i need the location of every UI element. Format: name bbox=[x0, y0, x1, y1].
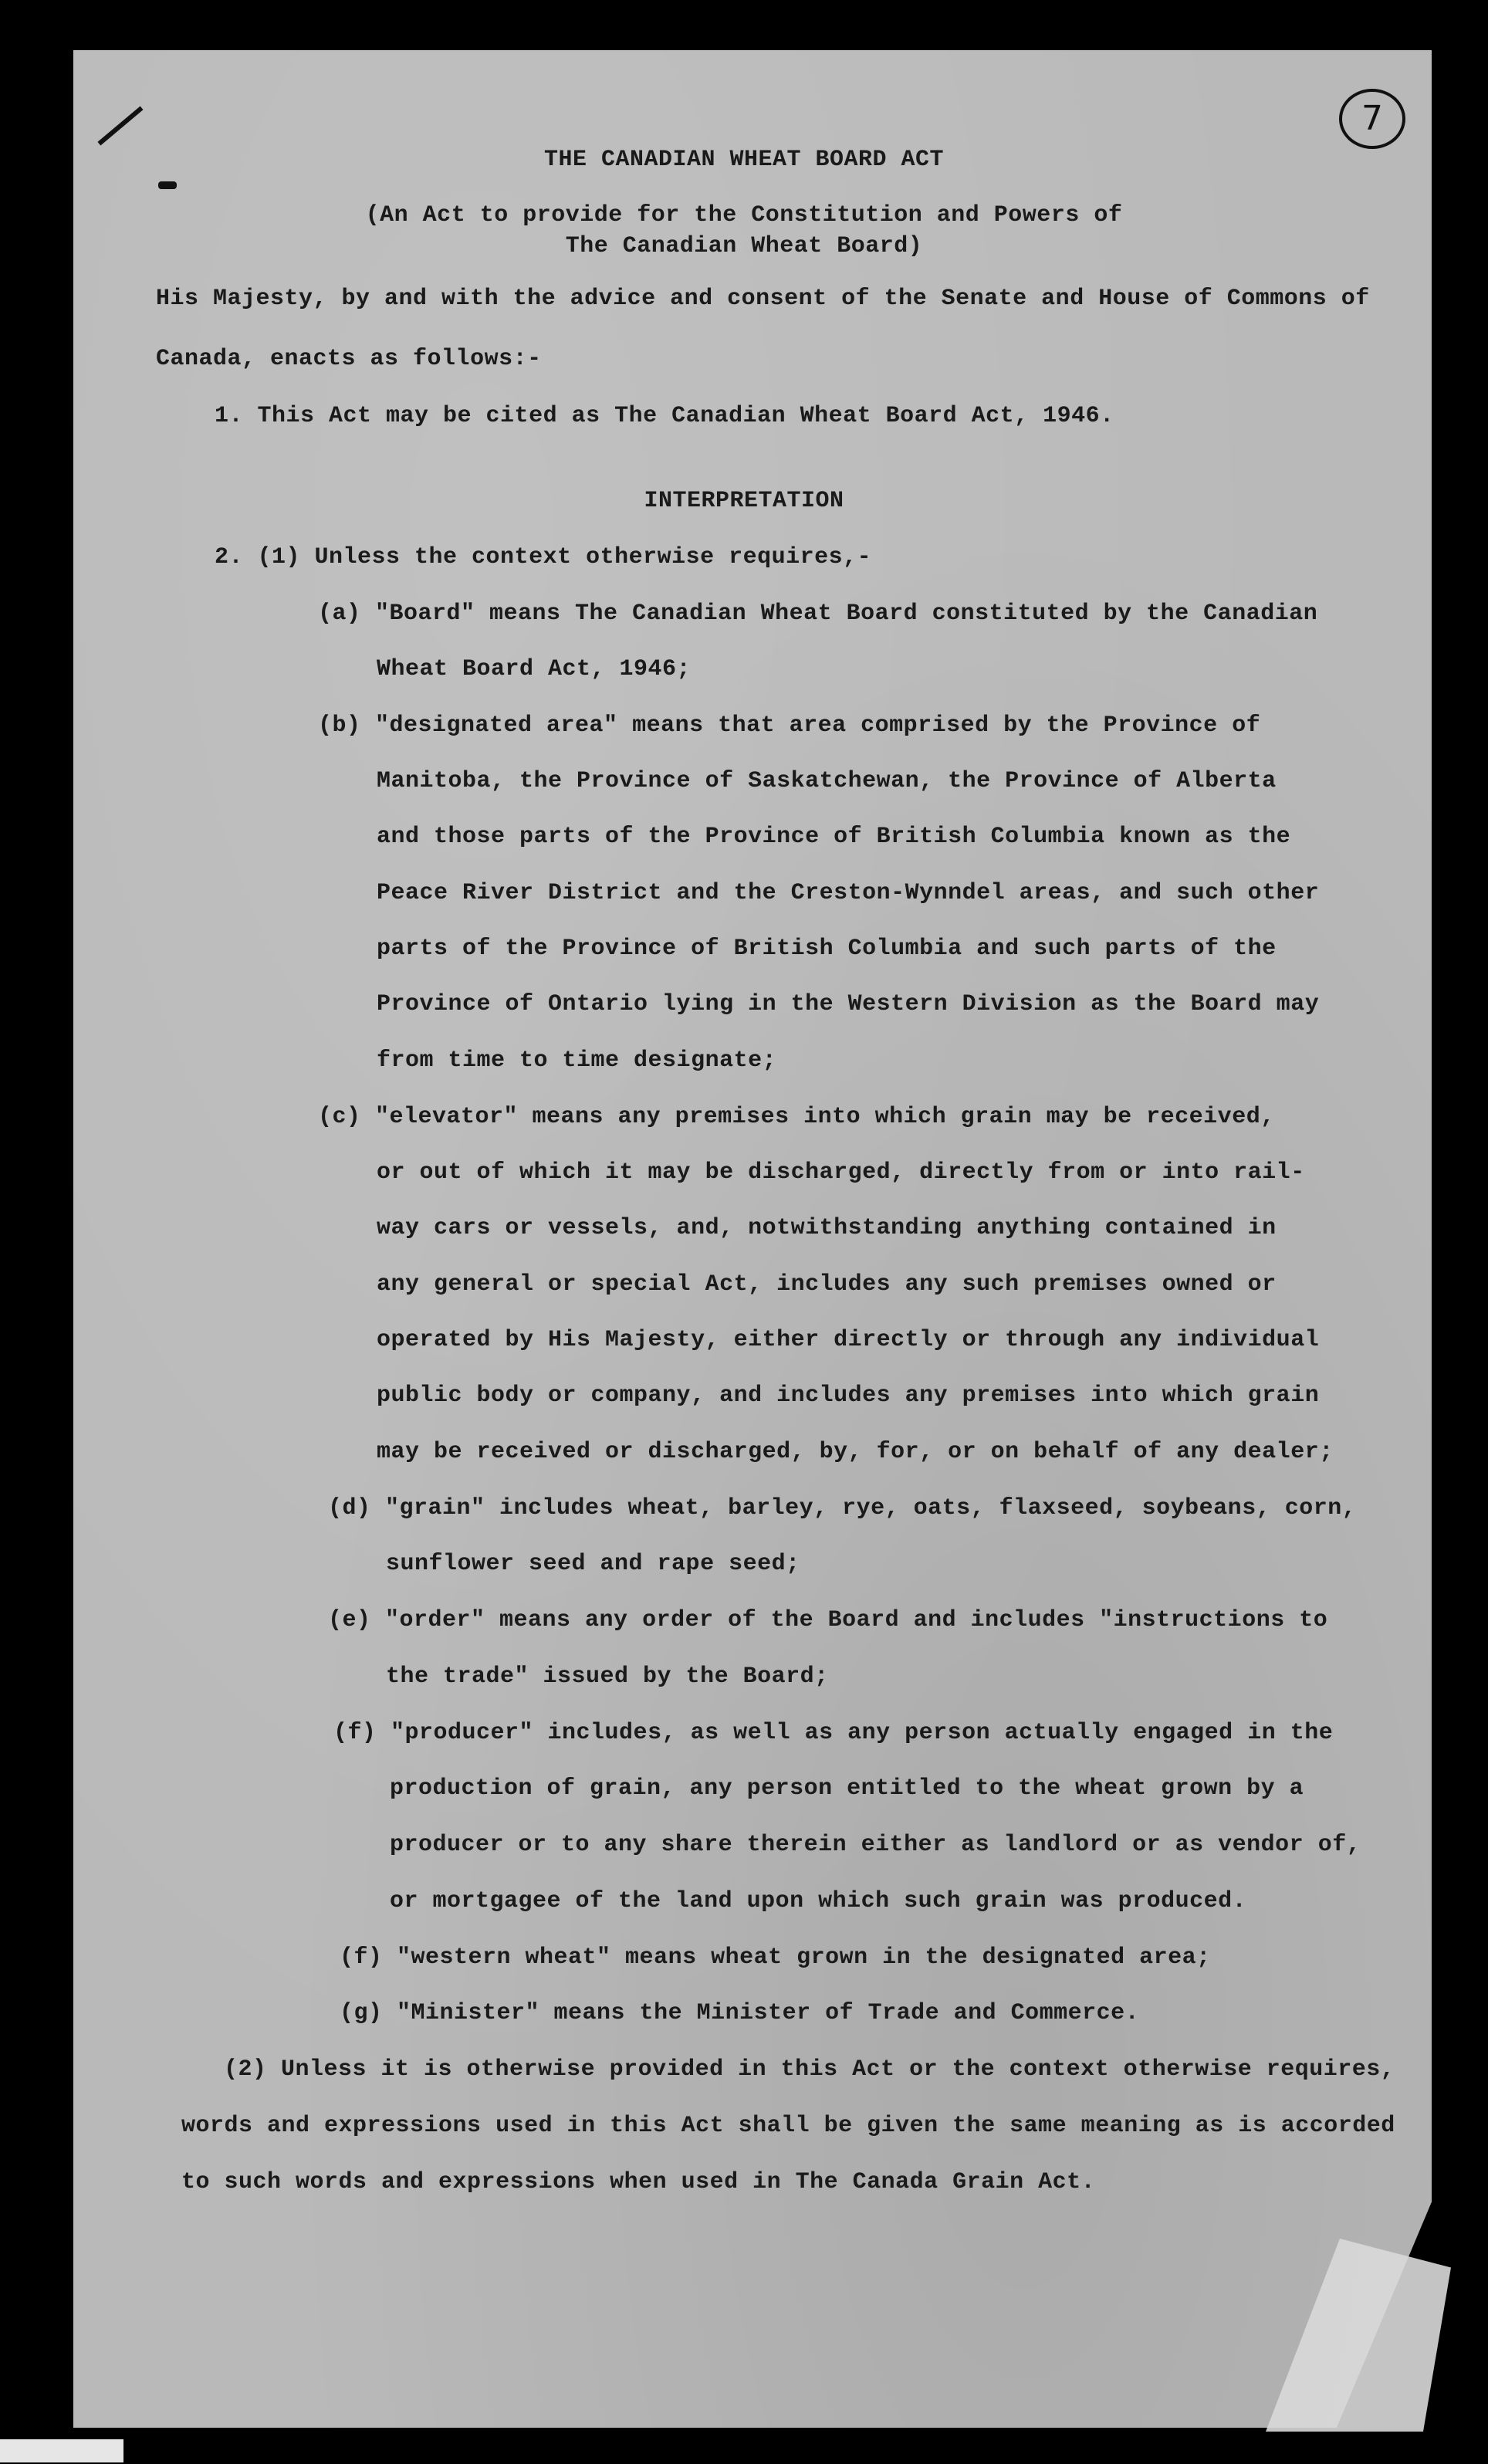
definition-f-line-1: (f) "producer" includes, as well as any person actually engaged in the bbox=[333, 1720, 1334, 1746]
definition-c-line-4: any general or special Act, includes any such premises owned or bbox=[377, 1271, 1277, 1298]
enacting-clause-line-2: Canada, enacts as follows:- bbox=[156, 346, 542, 372]
subsection-2-line-2: words and expressions used in this Act shall be given the same meaning as is accorded bbox=[181, 2113, 1395, 2139]
definition-b-line-6: Province of Ontario lying in the Western Division as the Board may bbox=[377, 991, 1320, 1017]
section-2-intro: 2. (1) Unless the context otherwise requires,- bbox=[215, 544, 872, 570]
section-1: 1. This Act may be cited as The Canadian Wheat Board Act, 1946. bbox=[215, 403, 1114, 429]
definition-g: (g) "Minister" means the Minister of Trade and Commerce. bbox=[340, 2000, 1140, 2026]
scan-strip bbox=[0, 2439, 123, 2462]
definition-f-line-4: or mortgagee of the land upon which such grain was produced. bbox=[390, 1888, 1247, 1914]
definition-c-line-7: may be received or discharged, by, for, or on behalf of any dealer; bbox=[377, 1439, 1334, 1465]
subsection-2-line-3: to such words and expressions when used in The Canada Grain Act. bbox=[181, 2169, 1096, 2195]
definition-c-line-6: public body or company, and includes any premises into which grain bbox=[377, 1383, 1320, 1409]
definition-c-line-1: (c) "elevator" means any premises into which grain may be received, bbox=[318, 1104, 1275, 1130]
subtitle-line-1: (An Act to provide for the Constitution and Powers of bbox=[365, 202, 1123, 228]
definition-b-line-5: parts of the Province of British Columbia and such parts of the bbox=[377, 936, 1277, 962]
subtitle-line-2: The Canadian Wheat Board) bbox=[565, 233, 923, 259]
definition-d-line-1: (d) "grain" includes wheat, barley, rye, oats, flaxseed, soybeans, corn, bbox=[328, 1495, 1357, 1521]
definition-b-line-7: from time to time designate; bbox=[377, 1048, 777, 1074]
definition-c-line-3: way cars or vessels, and, notwithstanding anything contained in bbox=[377, 1215, 1277, 1241]
enacting-clause-line-1: His Majesty, by and with the advice and consent of the Senate and House of Commons of bbox=[156, 286, 1370, 312]
definition-d-line-2: sunflower seed and rape seed; bbox=[386, 1551, 800, 1577]
definition-a-line-2: Wheat Board Act, 1946; bbox=[377, 656, 692, 682]
definition-c-line-5: operated by His Majesty, either directly or through any individual bbox=[377, 1327, 1320, 1353]
definition-b-line-4: Peace River District and the Creston-Wynndel areas, and such other bbox=[377, 880, 1320, 906]
heading-interpretation: INTERPRETATION bbox=[644, 488, 844, 514]
definition-f-line-3: producer or to any share therein either as landlord or as vendor of, bbox=[390, 1832, 1361, 1858]
page-number-circle: 7 bbox=[1339, 89, 1405, 149]
definition-western-wheat: (f) "western wheat" means wheat grown in the designated area; bbox=[340, 1944, 1211, 1971]
definition-a-line-1: (a) "Board" means The Canadian Wheat Board constituted by the Canadian bbox=[318, 601, 1318, 627]
definition-b-line-3: and those parts of the Province of British Columbia known as the bbox=[377, 824, 1291, 850]
definition-b-line-1: (b) "designated area" means that area comprised by the Province of bbox=[318, 712, 1261, 739]
definition-b-line-2: Manitoba, the Province of Saskatchewan, the Province of Alberta bbox=[377, 768, 1277, 794]
definition-e-line-1: (e) "order" means any order of the Board and includes "instructions to bbox=[328, 1607, 1328, 1633]
definition-f-line-2: production of grain, any person entitled to the wheat grown by a bbox=[390, 1775, 1304, 1802]
subsection-2-line-1: (2) Unless it is otherwise provided in this Act or the context otherwise requires, bbox=[224, 2056, 1395, 2083]
document-title: THE CANADIAN WHEAT BOARD ACT bbox=[543, 147, 945, 173]
definition-e-line-2: the trade" issued by the Board; bbox=[386, 1664, 829, 1690]
definition-c-line-2: or out of which it may be discharged, directly from or into rail- bbox=[377, 1159, 1305, 1186]
